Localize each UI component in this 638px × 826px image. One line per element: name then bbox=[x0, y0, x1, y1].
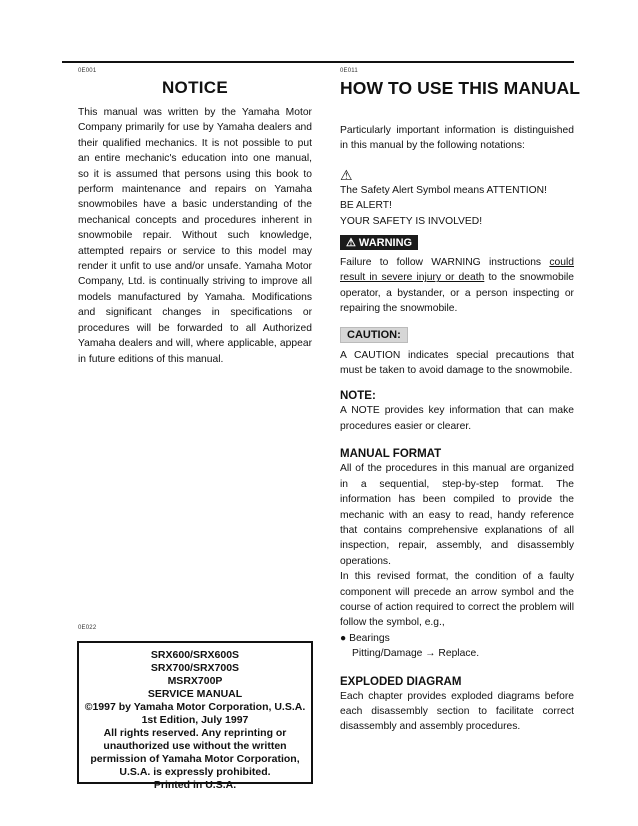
exploded-diagram-title: EXPLODED DIAGRAM bbox=[340, 675, 462, 688]
bullet-example: Pitting/Damage → Replace. bbox=[352, 648, 480, 660]
warning-text-start: Failure to follow WARNING instructions bbox=[340, 257, 550, 269]
warning-text-underlined: could result in severe injury or death bbox=[340, 257, 574, 284]
howto-section bbox=[340, 78, 581, 735]
section-code-notice: 0E001 bbox=[78, 68, 97, 74]
safety-alert-icon: ⚠ bbox=[340, 166, 353, 183]
bullet-item-bearings: ● Bearings bbox=[340, 632, 390, 644]
copyright-line: SRX600/SRX600S bbox=[150, 649, 240, 661]
copyright-line: ©1997 by Yamaha Motor Corporation, U.S.A. bbox=[84, 701, 306, 713]
copyright-line: SRX700/SRX700S bbox=[150, 662, 240, 674]
copyright-line: 1st Edition, July 1997 bbox=[141, 714, 249, 726]
copyright-line: All rights reserved. Any reprinting or bbox=[103, 727, 287, 739]
warning-text-end: to the snowmobile operator, a bystander, or a person inspecting or repairing the snowmobile. bbox=[340, 272, 574, 315]
alert-text-2: BE ALERT! bbox=[340, 200, 392, 212]
alert-text-3: YOUR SAFETY IS INVOLVED! bbox=[340, 215, 483, 227]
caution-text: A CAUTION indicates special precautions that must be taken to avoid damage to the snowmobile. bbox=[340, 349, 574, 377]
section-code-copyright: 0E022 bbox=[78, 625, 97, 631]
copyright-box bbox=[77, 641, 313, 791]
manual-format-title: MANUAL FORMAT bbox=[340, 448, 442, 461]
notice-title: NOTICE bbox=[161, 78, 229, 97]
copyright-line: unauthorized use without the written bbox=[103, 740, 287, 752]
copyright-line: MSRX700P bbox=[167, 675, 223, 687]
header-rule bbox=[62, 61, 574, 63]
manual-format-text-2: In this revised format, the condition of a faulty component will precede an arrow symbol and the course of action required to correct the problem will follow the symbol, e.g., bbox=[340, 571, 574, 629]
caution-label: CAUTION: bbox=[340, 327, 408, 343]
alert-text-1: The Safety Alert Symbol means ATTENTION! bbox=[340, 184, 547, 196]
warning-text bbox=[340, 255, 574, 317]
howto-title: HOW TO USE THIS MANUAL bbox=[340, 78, 581, 98]
section-code-howto: 0E011 bbox=[340, 68, 358, 74]
howto-intro: Particularly important information is distinguished in this manual by the following notations: bbox=[340, 125, 574, 152]
manual-format-text-1: All of the procedures in this manual are organized in a sequential, step-by-step format. The information has been compiled to provide the mechanic with an easy to read, handy reference that contains comprehensive explanations of all inspection, repair, assembly, and disassembly operations. bbox=[340, 463, 574, 567]
notice-body: This manual was written by the Yamaha Motor Company primarily for use by Yamaha dealers and their qualified mechanics. It is not possible to put an entire mechanic's education into one manual, so it is assumed that persons using this book to perform maintenance and repairs on Yamaha snowmobiles have a basic understanding of the mechanical concepts and procedures inherent in snowmobile repair. Without such knowledge, attempted repairs or service to this model may render it unfit to use and/or unsafe. Yamaha Motor Company, Ltd. is continually striving to improve all models manufactured by Yamaha. Modifications and significant changes in specifications or procedures will be forwarded to all Authorized Yamaha dealers and will, where applicable, appear in future editions of this manual. bbox=[78, 107, 312, 365]
copyright-line: Printed in U.S.A. bbox=[153, 779, 237, 791]
notice-section bbox=[78, 78, 312, 367]
warning-label: ⚠ WARNING bbox=[340, 235, 418, 250]
copyright-line: permission of Yamaha Motor Corporation, bbox=[90, 753, 300, 765]
exploded-diagram-text: Each chapter provides exploded diagrams before each disassembly section to facilitate correct disassembly and assembly procedures. bbox=[340, 690, 574, 733]
note-text: A NOTE provides key information that can make procedures easier or clearer. bbox=[340, 405, 574, 432]
copyright-line: SERVICE MANUAL bbox=[147, 688, 243, 700]
copyright-line: U.S.A. is expressly prohibited. bbox=[119, 766, 271, 778]
note-label: NOTE: bbox=[340, 390, 376, 403]
